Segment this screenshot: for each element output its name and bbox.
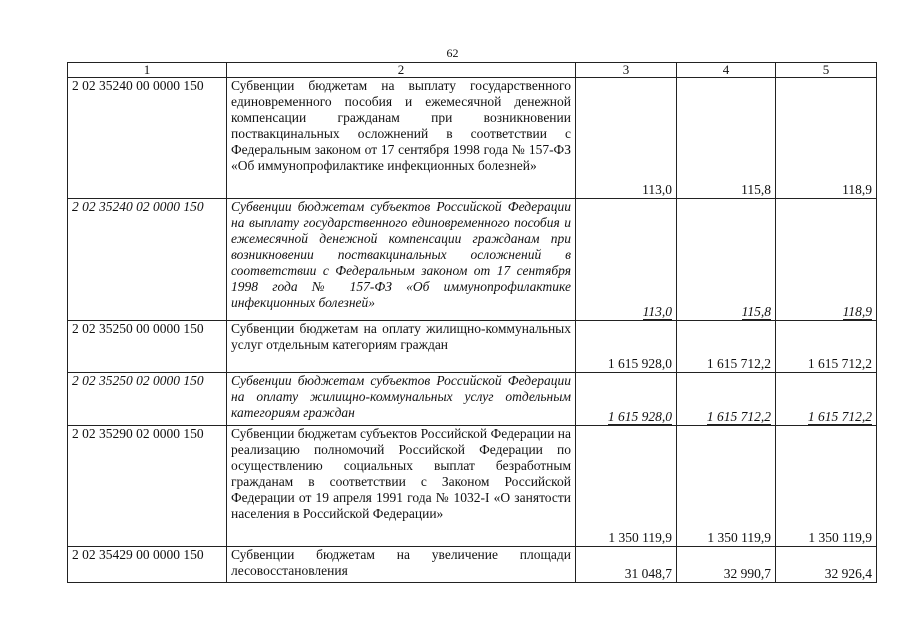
amount-value: 115,8 bbox=[741, 304, 771, 319]
amount-col4 bbox=[677, 373, 776, 426]
amount-col5 bbox=[776, 373, 877, 426]
amount-col3: 1 350 119,9 bbox=[576, 426, 677, 547]
amount-value: 1 615 712,2 bbox=[807, 409, 872, 424]
budget-table bbox=[67, 62, 877, 583]
amount-col3 bbox=[576, 199, 677, 321]
budget-code: 2 02 35290 02 0000 150 bbox=[68, 426, 227, 547]
amount-col4: 115,8 bbox=[677, 78, 776, 199]
table-row bbox=[68, 547, 877, 583]
amount-col3 bbox=[576, 373, 677, 426]
amount-value: 1 615 712,2 bbox=[706, 409, 771, 424]
column-header: 2 bbox=[227, 63, 576, 78]
row-description: Субвенции бюджетам на оплату жилищно-коммунальных услуг отдельным категориям граждан bbox=[227, 321, 576, 373]
table-row bbox=[68, 426, 877, 547]
column-header: 1 bbox=[68, 63, 227, 78]
amount-col5: 118,9 bbox=[776, 78, 877, 199]
amount-col4 bbox=[677, 199, 776, 321]
row-description: Субвенции бюджетам субъектов Российской Федерации на выплату государственного единовременного пособия и ежемесячной денежной компенсации гражданам при возникновении поствакцинальных осложнений в соответствии с Федеральным законом от 17 сентября 1998 года № 157-ФЗ «Об иммунопрофилактике инфекционных болезней» bbox=[227, 199, 576, 321]
amount-col5 bbox=[776, 199, 877, 321]
table-row bbox=[68, 199, 877, 321]
column-header: 3 bbox=[576, 63, 677, 78]
amount-col5: 1 350 119,9 bbox=[776, 426, 877, 547]
amount-col3: 1 615 928,0 bbox=[576, 321, 677, 373]
amount-col5: 32 926,4 bbox=[776, 547, 877, 583]
budget-code: 2 02 35250 00 0000 150 bbox=[68, 321, 227, 373]
amount-col3: 31 048,7 bbox=[576, 547, 677, 583]
budget-code: 2 02 35240 00 0000 150 bbox=[68, 78, 227, 199]
budget-code: 2 02 35429 00 0000 150 bbox=[68, 547, 227, 583]
page-number: 62 bbox=[446, 46, 459, 60]
amount-col4: 32 990,7 bbox=[677, 547, 776, 583]
row-description: Субвенции бюджетам на увеличение площади лесовосстановления bbox=[227, 547, 576, 583]
amount-col4: 1 615 712,2 bbox=[677, 321, 776, 373]
amount-value: 113,0 bbox=[642, 304, 672, 319]
budget-code: 2 02 35250 02 0000 150 bbox=[68, 373, 227, 426]
table-row bbox=[68, 321, 877, 373]
table-row bbox=[68, 373, 877, 426]
column-header: 5 bbox=[776, 63, 877, 78]
column-header: 4 bbox=[677, 63, 776, 78]
row-description: Субвенции бюджетам на выплату государственного единовременного пособия и ежемесячной денежной компенсации гражданам при возникновении поствакцинальных осложнений в соответствии с Федеральным законом от 17 сентября 1998 года № 157-ФЗ «Об иммунопрофилактике инфекционных болезней» bbox=[227, 78, 576, 199]
amount-col4: 1 350 119,9 bbox=[677, 426, 776, 547]
budget-code: 2 02 35240 02 0000 150 bbox=[68, 199, 227, 321]
table-header-row bbox=[68, 63, 877, 78]
amount-value: 1 615 928,0 bbox=[607, 409, 672, 424]
amount-col5: 1 615 712,2 bbox=[776, 321, 877, 373]
row-description: Субвенции бюджетам субъектов Российской Федерации на оплату жилищно-коммунальных услуг отдельным категориям граждан bbox=[227, 373, 576, 426]
row-description: Субвенции бюджетам субъектов Российской Федерации на реализацию полномочий Российской Федерации по осуществлению социальных выплат безработным гражданам в соответствии с Законом Российской Федерации от 19 апреля 1991 года № 1032-I «О занятости населения в Российской Федерации» bbox=[227, 426, 576, 547]
amount-value: 118,9 bbox=[842, 304, 872, 319]
table-row bbox=[68, 78, 877, 199]
amount-col3: 113,0 bbox=[576, 78, 677, 199]
